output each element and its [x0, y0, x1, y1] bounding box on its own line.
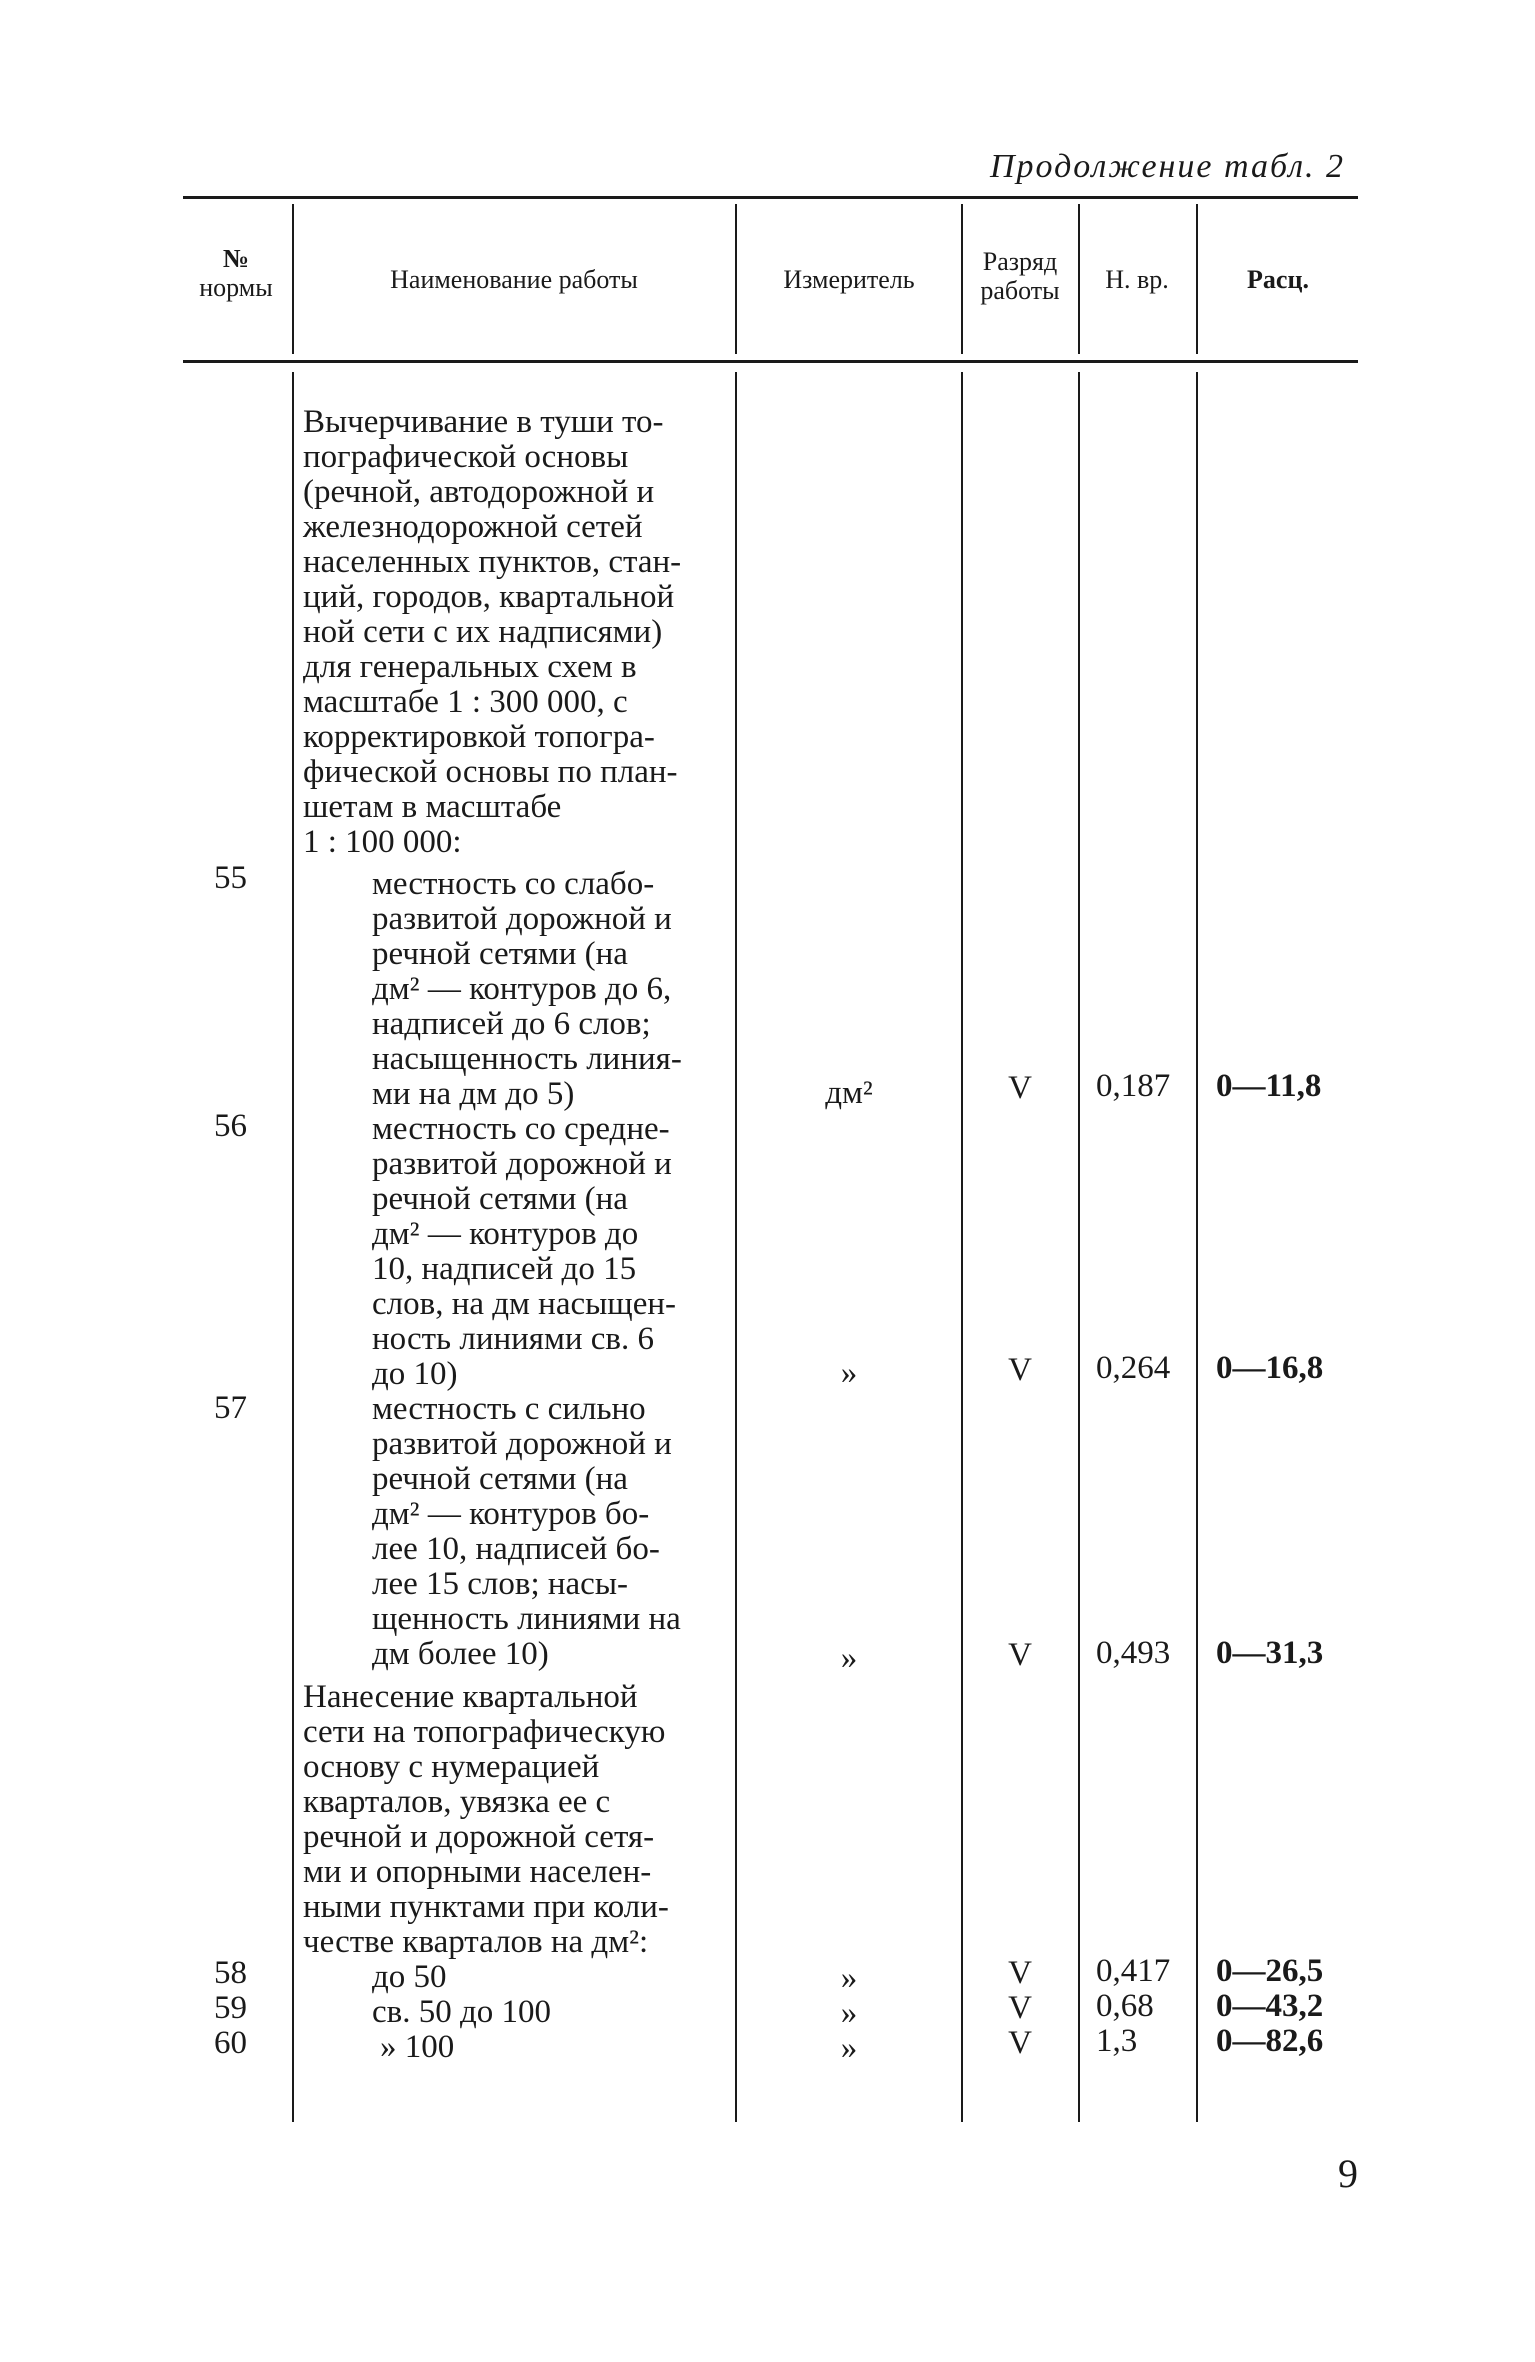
row-58-rate: 0—26,5: [1216, 1953, 1324, 1989]
header-norm-no: [183, 245, 289, 302]
col-divider-1: [292, 204, 294, 354]
desc-line: местность со слабо-: [372, 866, 655, 902]
desc-line: пографической основы: [303, 439, 629, 475]
desc-line: ций, городов, квартальной: [303, 579, 675, 615]
row-56-time: 0,264: [1096, 1350, 1171, 1386]
row-56-grade: V: [1008, 1352, 1032, 1388]
desc-line: до 10): [372, 1356, 458, 1392]
desc-line: Нанесение квартальной: [303, 1679, 638, 1715]
row-55-unit: дм²: [825, 1075, 873, 1111]
row-57-number: 57: [214, 1390, 247, 1426]
row-55-description: [372, 867, 682, 1112]
desc-line: ными пунктами при коли-: [303, 1889, 669, 1925]
desc-line: слов, на дм насыщен-: [372, 1286, 677, 1322]
desc-line: железнодорожной сетей: [303, 509, 643, 545]
row-59-grade: V: [1008, 1990, 1032, 2026]
row-58-grade: V: [1008, 1955, 1032, 1991]
desc-line: ми на дм до 5): [372, 1076, 575, 1112]
header-bottom-rule: [183, 360, 1358, 363]
desc-line: сети на топографическую: [303, 1714, 666, 1750]
desc-line: (речной, автодорожной и: [303, 474, 655, 510]
desc-line: щенность линиями на: [372, 1601, 681, 1637]
intro2-description: [303, 1680, 669, 1960]
header-time: Н. вр.: [1105, 265, 1169, 294]
row-60-time: 1,3: [1096, 2023, 1138, 2059]
row-60-grade: V: [1008, 2025, 1032, 2061]
row-55-rate: 0—11,8: [1216, 1068, 1322, 1104]
desc-line: основу с нумерацией: [303, 1749, 600, 1785]
header-top-rule: [183, 196, 1358, 199]
row-57-description: [372, 1392, 681, 1672]
table-continuation-caption: Продолжение табл. 2: [990, 148, 1346, 185]
body-divider-2: [735, 372, 737, 2122]
desc-line: кварталов, увязка ее с: [303, 1784, 611, 1820]
row-57-grade: V: [1008, 1637, 1032, 1673]
desc-line: местность со средне-: [372, 1111, 670, 1147]
row-59-number: 59: [214, 1990, 247, 2026]
row-55-grade: V: [1008, 1070, 1032, 1106]
row-56-number: 56: [214, 1108, 247, 1144]
header-no-symbol: №: [222, 244, 250, 273]
row-56-description: [372, 1112, 676, 1392]
desc-line: дм² — контуров бо-: [372, 1496, 650, 1532]
row-58-time: 0,417: [1096, 1953, 1171, 1989]
header-no-label: нормы: [199, 272, 273, 302]
desc-line: развитой дорожной и: [372, 1426, 672, 1462]
header-grade: [963, 248, 1077, 305]
desc-line: ной сети с их надписями): [303, 614, 663, 650]
body-divider-3: [961, 372, 963, 2122]
desc-line: корректировкой топогра-: [303, 719, 655, 755]
body-divider-1: [292, 372, 294, 2122]
row-59-time: 0,68: [1096, 1988, 1154, 2024]
desc-line: честве кварталов на дм²:: [303, 1924, 649, 1960]
desc-line: населенных пунктов, стан-: [303, 544, 682, 580]
desc-line: 10, надписей до 15: [372, 1251, 637, 1287]
desc-line: ми и опорными населен-: [303, 1854, 652, 1890]
desc-line: масштабе 1 : 300 000, с: [303, 684, 628, 720]
desc-line: речной сетями (на: [372, 1461, 628, 1497]
row-60-name: » 100: [380, 2029, 455, 2065]
row-59-rate: 0—43,2: [1216, 1988, 1324, 2024]
intro-description: [303, 405, 681, 860]
header-grade-line2: работы: [980, 275, 1060, 305]
desc-line: насыщенность линия-: [372, 1041, 682, 1077]
header-work-name: Наименование работы: [390, 265, 638, 294]
desc-line: речной и дорожной сетя-: [303, 1819, 655, 1855]
row-55-number: 55: [214, 860, 247, 896]
header-unit: Измеритель: [783, 265, 915, 294]
col-divider-2: [735, 204, 737, 354]
desc-line: развитой дорожной и: [372, 1146, 672, 1182]
desc-line: ность линиями св. 6: [372, 1321, 654, 1357]
row-58-unit: »: [840, 1960, 858, 1996]
header-grade-line1: Разряд: [982, 247, 1058, 276]
desc-line: развитой дорожной и: [372, 901, 672, 937]
desc-line: речной сетями (на: [372, 1181, 628, 1217]
page-number: 9: [1338, 2151, 1358, 2196]
row-60-unit: »: [840, 2030, 858, 2066]
row-58-name: до 50: [372, 1959, 447, 1995]
row-57-time: 0,493: [1096, 1635, 1171, 1671]
desc-line: шетам в масштабе: [303, 789, 562, 825]
row-58-number: 58: [214, 1955, 247, 1991]
row-59-name: св. 50 до 100: [372, 1994, 552, 2030]
row-60-rate: 0—82,6: [1216, 2023, 1324, 2059]
desc-line: надписей до 6 слов;: [372, 1006, 651, 1042]
row-60-number: 60: [214, 2025, 247, 2061]
row-57-rate: 0—31,3: [1216, 1635, 1324, 1671]
desc-line: Вычерчивание в туши то-: [303, 404, 664, 440]
desc-line: местность с сильно: [372, 1391, 646, 1427]
desc-line: дм более 10): [372, 1636, 549, 1672]
desc-line: для генеральных схем в: [303, 649, 637, 685]
desc-line: лее 10, надписей бо-: [372, 1531, 660, 1567]
body-divider-4: [1078, 372, 1080, 2122]
row-57-unit: »: [840, 1640, 858, 1676]
row-56-unit: »: [840, 1355, 858, 1391]
desc-line: дм² — контуров до 6,: [372, 971, 672, 1007]
row-56-rate: 0—16,8: [1216, 1350, 1324, 1386]
row-59-unit: »: [840, 1995, 858, 2031]
desc-line: фической основы по план-: [303, 754, 678, 790]
row-55-time: 0,187: [1096, 1068, 1171, 1104]
desc-line: лее 15 слов; насы-: [372, 1566, 628, 1602]
body-divider-5: [1196, 372, 1198, 2122]
header-rate: Расц.: [1247, 265, 1309, 294]
desc-line: дм² — контуров до: [372, 1216, 639, 1252]
desc-line: речной сетями (на: [372, 936, 628, 972]
desc-line: 1 : 100 000:: [303, 824, 462, 860]
